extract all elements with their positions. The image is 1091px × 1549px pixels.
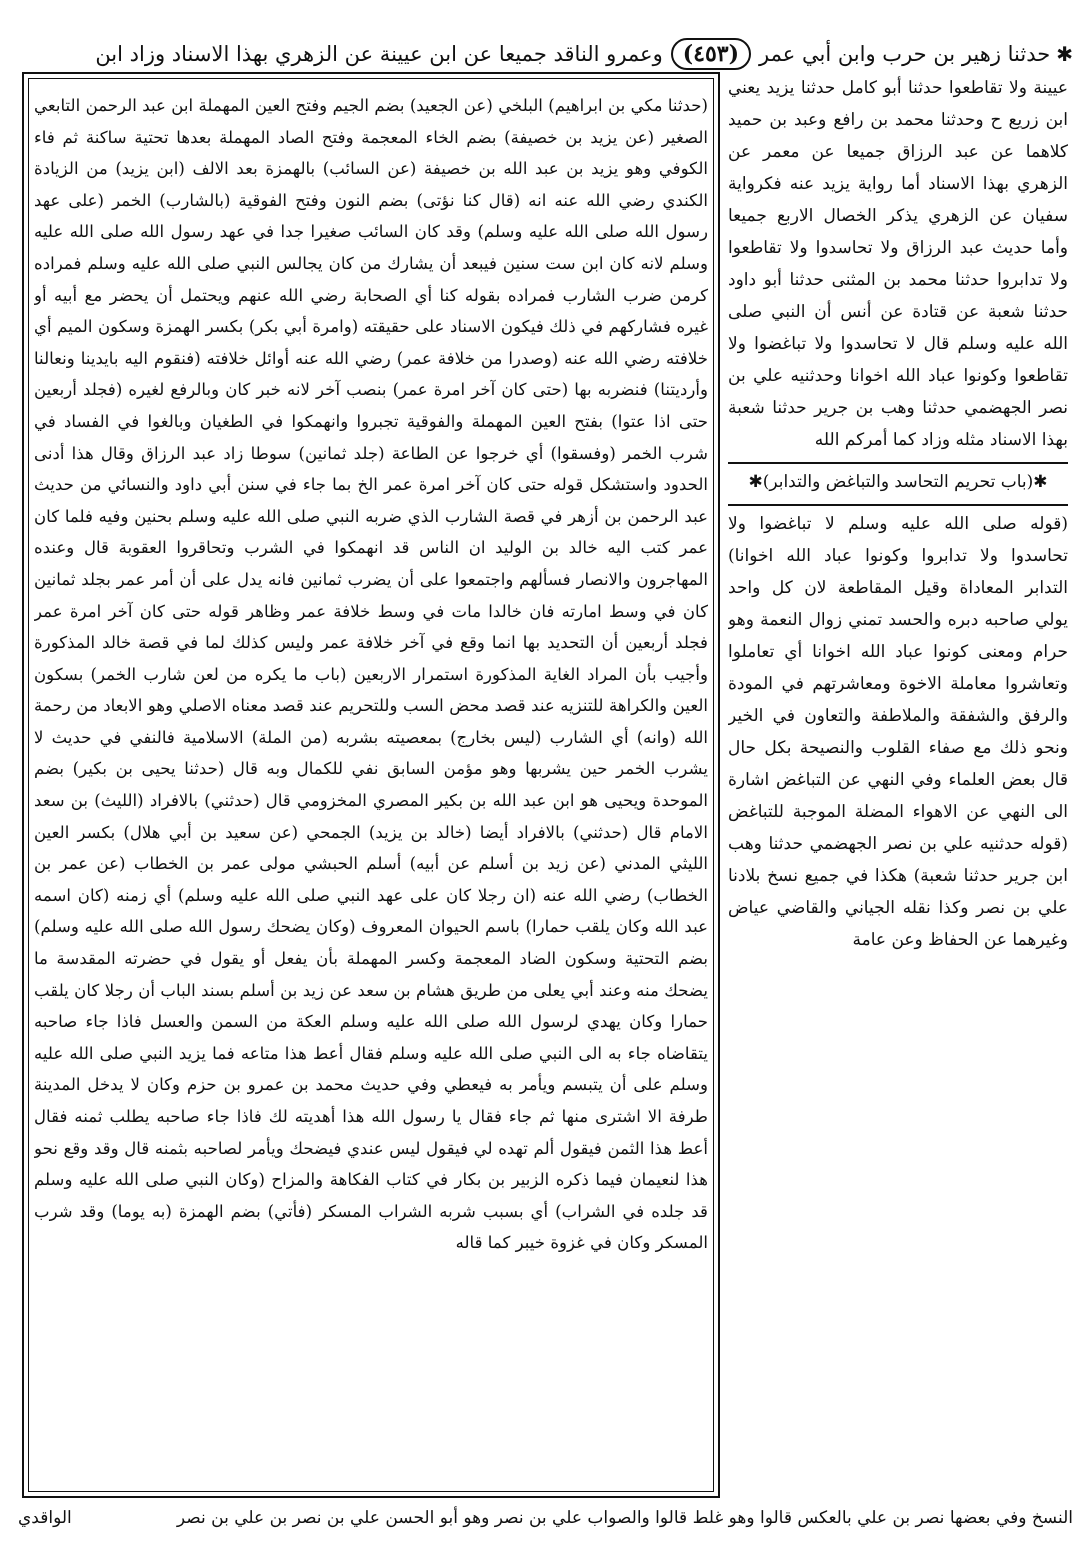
side-hadith-column <box>728 72 1068 1500</box>
page-number: (٤٥٣) <box>671 38 751 70</box>
page-header <box>40 36 1073 72</box>
star-marker-icon: ✱ <box>1056 42 1073 66</box>
main-commentary-column <box>34 90 708 1490</box>
side-divider <box>728 462 1068 464</box>
side-hadith-text: عيينة ولا تقاطعوا حدثنا أبو كامل حدثنا يزيد يعني ابن زريع ح وحدثنا محمد بن رافع وعبد بن حميد كلاهما عن عبد الرزاق جميعا عن معمر عن الزهري بهذا الاسناد أما رواية يزيد عنه فكرواية سفيان عن الزهري يذكر الخصال الاربع جميعا وأما حديث عبد الرزاق ولا تحاسدوا ولا تقاطعوا ولا تدابروا حدثنا محمد بن المثنى حدثنا أبو داود حدثنا شعبة عن قتادة عن أنس أن النبي صلى الله عليه وسلم قال لا تحاسدوا ولا تباغضوا ولا تقاطعوا وكونوا عباد الله اخوانا وحدثنيه علي بن نصر الجهضمي حدثنا وهب بن جرير حدثنا شعبة بهذا الاسناد مثله وزاد كما أمركم الله <box>728 78 1068 450</box>
side-section-title-text: (باب تحريم التحاسد والتباغض والتدابر) <box>762 472 1034 492</box>
side-section-title <box>728 466 1068 498</box>
main-commentary-text: (حدثنا مكي بن ابراهيم) البلخي (عن الجعيد) بضم الجيم وفتح العين المهملة ابن عبد الرحمن التابعي الصغير (عن يزيد بن خصيفة) بضم الخاء المعجمة وفتح الصاد المهملة بعدها تحتية ساكنة ثم فاء الكوفي وهو يزيد بن عبد الله بن خصيفة (عن السائب) بالهمزة بعد الالف (ابن يزيد) من الزيادة الكندي رضي الله عنه انه (قال كنا نؤتى) بضم النون وفتح الفوقية (بالشارب) الخمر (على عهد رسول الله صلى الله عليه وسلم) وقد كان السائب صغيرا جدا في عهد رسول الله صلى الله عليه وسلم لانه كان ابن ست سنين فيبعد أن يشارك من كان يجالس النبي صلى الله عليه وسلم فمراده كرمن ضرب الشارب فمراده بقوله كنا أي الصحابة رضي الله عنهم ويحتمل أن يحضر مع أبيه أو غيره فشاركهم في ذلك فيكون الاسناد على حقيقته (وامرة أبي بكر) بكسر الهمزة وسكون الميم أي خلافته رضي الله عنه (وصدرا من خلافة عمر) رضي الله عنه أوائل خلافته (فنقوم اليه بايدينا ونعالنا وأرديتنا) فنضربه بها (حتى كان آخر امرة عمر) بنصب آخر لانه خبر كان وبالرفع لغيره (فجلد أربعين حتى اذا عتوا) بفتح العين المهملة والفوقية تجبروا وانهمكوا في الطغيان وبالغوا في الفساد في شرب الخمر (وفسقوا) أي خرجوا عن الطاعة (جلد ثمانين) سوطا زاد عبد الرزاق وقال هذا أدنى الحدود واستشكل قوله حتى كان آخر امرة عمر الخ بما جاء في سنن أبي داود والنسائي من حديث عبد الرحمن بن أزهر في قصة الشارب الذي ضربه النبي صلى الله عليه وسلم بحنين وفيه فلما كان عمر كتب اليه خالد بن الوليد ان الناس قد انهمكوا في الشرب وتحاقروا العقوبة قال وعنده المهاجرون والانصار فسألهم واجتمعوا على أن يضرب ثمانين فانه يدل على أن أمر عمر بجلد ثمانين كان في وسط امارته فان خالدا مات في وسط خلافة عمر وظاهر قوله حتى كان آخر امرة عمر فجلد أربعين أن التحديد بها انما وقع في آخر خلافة عمر وليس كذلك لما في قصة خالد المذكورة وأجيب بأن المراد الغاية المذكورة استمرار الاربعين (باب ما يكره من لعن شارب الخمر) بسكون العين والكراهة للتنزيه عند قصد محض السب وللتحريم عند قصد معناه الاصلي وهو الابعاد من رحمة الله (وانه) أي الشارب (ليس بخارج) بمعصيته بشربه (من الملة) الاسلامية فالنفي في حديث لا يشرب الخمر حين يشربها وهو مؤمن السابق نفي للكمال وبه قال (حدثنا يحيى بن بكير) بضم الموحدة ويحيى هو ابن عبد الله بن بكير المصري المخزومي قال (حدثني) بالافراد (الليث) بن سعد الامام قال (حدثني) بالافراد أيضا (خالد بن يزيد) الجمحي (عن سعيد بن أبي هلال) بكسر العين الليثي المدني (عن زيد بن أسلم عن أبيه) أسلم الحبشي مولى عمر بن الخطاب (عن عمر بن الخطاب) رضي الله عنه (ان رجلا كان على عهد النبي صلى الله عليه وسلم) أي زمنه (كان اسمه عبد الله وكان يلقب حمارا) باسم الحيوان المعروف (وكان يضحك رسول الله صلى الله عليه وسلم) بضم التحتية وسكون الضاد المعجمة وكسر المهملة بأن يفعل أو يقول في حضرته المقدسة ما يضحك منه وعند أبي يعلى من طريق هشام بن سعد عن زيد بن أسلم بسند الباب أن رجلا كان يلقب حمارا وكان يهدي لرسول الله صلى الله عليه وسلم العكة من السمن والعسل فاذا جاء صاحبه يتقاضاه جاء به الى النبي صلى الله عليه وسلم فقال أعط هذا متاعه فما يزيد النبي صلى الله عليه وسلم على أن يتبسم ويأمر به فيعطي وفي حديث محمد بن عمرو بن حزم وكان لا يدخل المدينة طرفة الا اشترى منها ثم جاء فقال يا رسول الله هذا أهديته لك فاذا جاء صاحبه يطلب ثمنه فقال أعط هذا الثمن فيقول ألم تهده لي فيقول ليس عندي فيضحك ويأمر لصاحبه بثمنه قال وقد وقع نحو هذا لنعيمان فيما ذكره الزبير بن بكار في كتاب الفكاهة والمزاح (وكان النبي صلى الله عليه وسلم قد جلده في الشراب) أي بسبب شربه الشراب المسكر (فأتي) بضم الهمزة (به يوما) وقد شرب المسكر وكان في غزوة خيبر كما قاله <box>34 96 708 1253</box>
star-marker-icon: ✱ <box>1033 472 1048 492</box>
header-text-left: وعمرو الناقد جميعا عن ابن عيينة عن الزهري بهذا الاسناد وزاد ابن <box>95 42 663 66</box>
header-text-right: حدثنا زهير بن حرب وابن أبي عمر <box>759 42 1051 66</box>
page-footer <box>18 1500 1073 1540</box>
footer-continuation: النسخ وفي بعضها نصر بن علي بالعكس قالوا وهو غلط قالوا والصواب علي بن نصر وهو أبو الحسن علي بن نصر بن علي بن نصر <box>176 1508 1073 1528</box>
catchword: الواقدي <box>18 1508 72 1528</box>
side-divider <box>728 504 1068 506</box>
side-commentary-text: (قوله صلى الله عليه وسلم لا تباغضوا ولا تحاسدوا ولا تدابروا وكونوا عباد الله اخوانا) التدابر المعاداة وقيل المقاطعة لان كل واحد يولي صاحبه دبره والحسد تمني زوال النعمة وهو حرام ومعنى كونوا عباد الله اخوانا أي تعاملوا وتعاشروا معاملة الاخوة ومعاشرتهم في المودة والرفق والشفقة والملاطفة والتعاون في الخير ونحو ذلك مع صفاء القلوب والنصيحة بكل حال قال بعض العلماء وفي النهي عن التباغض اشارة الى النهي عن الاهواء المضلة الموجبة للتباغض (قوله حدثنيه علي بن نصر الجهضمي حدثنا وهب ابن جرير حدثنا شعبة) هكذا في جميع نسخ بلادنا علي بن نصر وكذا نقله الجياني والقاضي عياض وغيرهما عن الحفاظ وعن عامة <box>728 514 1068 950</box>
star-marker-icon: ✱ <box>748 472 763 492</box>
